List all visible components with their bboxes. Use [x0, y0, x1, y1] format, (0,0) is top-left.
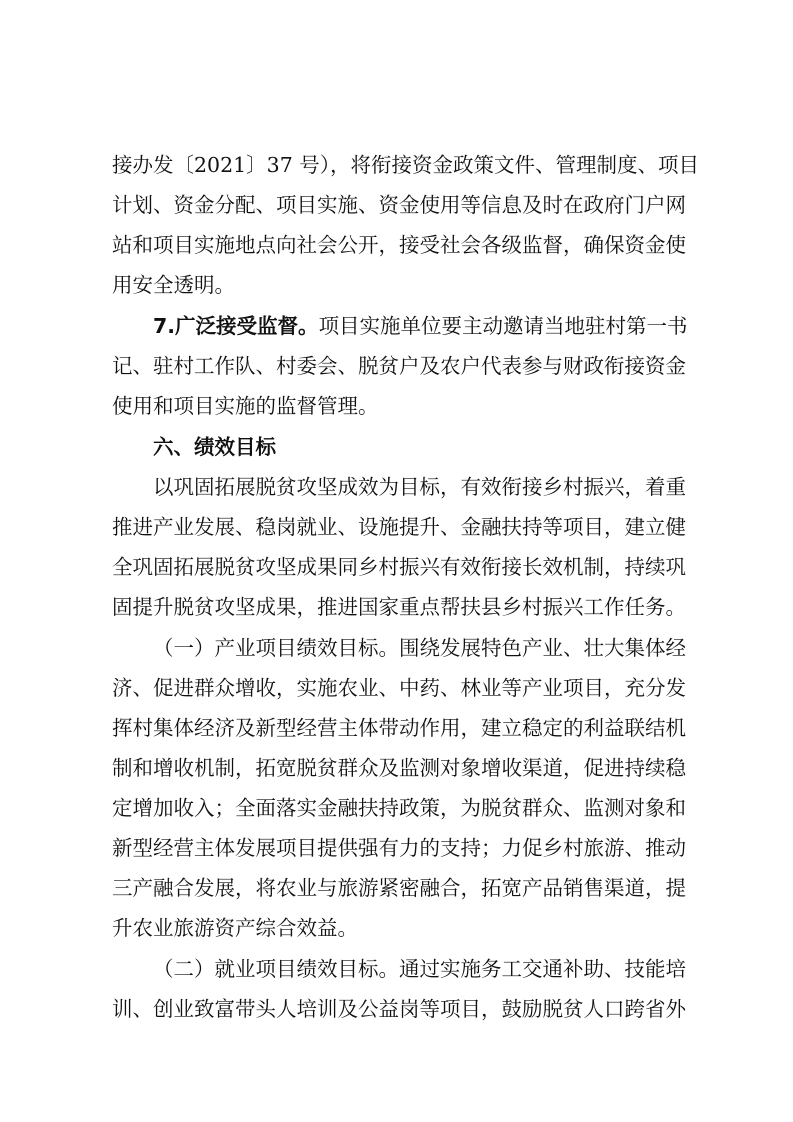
- subsection-2-text: 通过实施务工交通补助、技能培: [399, 957, 686, 981]
- text-line: 接办发〔2021〕37 号），将衔接资金政策文件、管理制度、项目: [112, 153, 700, 177]
- subsection-1-text: 围绕发展特色产业、壮大集体经: [399, 636, 686, 660]
- text-line: 用安全透明。: [112, 273, 235, 297]
- item-7-first-line: [153, 307, 688, 345]
- text-line: 固提升脱贫攻坚成果，推进国家重点帮扶县乡村振兴工作任务。: [112, 595, 686, 619]
- text-line: 定增加收入；全面落实金融扶持政策，为脱贫群众、监测对象和: [112, 796, 686, 820]
- text-line: 制和增收机制，拓宽脱贫群众及监测对象增收渠道，促进持续稳: [112, 756, 686, 780]
- text-line: 三产融合发展，将农业与旅游紧密融合，拓宽产品销售渠道，提: [112, 876, 686, 900]
- section-heading: 六、绩效目标: [153, 435, 276, 459]
- subsection-1-first-line: [153, 629, 686, 667]
- item-7-lead: 7.广泛接受监督。: [153, 314, 319, 338]
- subsection-1-lead: （一）产业项目绩效目标。: [153, 636, 399, 660]
- text-line: 推进产业发展、稳岗就业、设施提升、金融扶持等项目，建立健: [112, 515, 686, 539]
- item-7-text: 项目实施单位要主动邀请当地驻村第一书: [318, 314, 688, 338]
- text-line: 训、创业致富带头人培训及公益岗等项目，鼓励脱贫人口跨省外: [112, 997, 686, 1021]
- text-line: 计划、资金分配、项目实施、资金使用等信息及时在政府门户网: [112, 193, 686, 217]
- text-line: 济、促进群众增收，实施农业、中药、林业等产业项目，充分发: [112, 676, 686, 700]
- text-line: 全巩固拓展脱贫攻坚成果同乡村振兴有效衔接长效机制，持续巩: [112, 555, 686, 579]
- text-line: 记、驻村工作队、村委会、脱贫户及农户代表参与财政衔接资金: [112, 354, 686, 378]
- text-line: 升农业旅游资产综合效益。: [112, 916, 358, 940]
- subsection-2-first-line: [153, 950, 686, 988]
- subsection-2-lead: （二）就业项目绩效目标。: [153, 957, 399, 981]
- text-line: 使用和项目实施的监督管理。: [112, 394, 379, 418]
- text-line: 站和项目实施地点向社会公开，接受社会各级监督，确保资金使: [112, 233, 686, 257]
- text-line: 以巩固拓展脱贫攻坚成效为目标，有效衔接乡村振兴，着重: [153, 475, 686, 499]
- text-line: 挥村集体经济及新型经营主体带动作用，建立稳定的利益联结机: [112, 716, 686, 740]
- text-line: 新型经营主体发展项目提供强有力的支持；力促乡村旅游、推动: [112, 836, 686, 860]
